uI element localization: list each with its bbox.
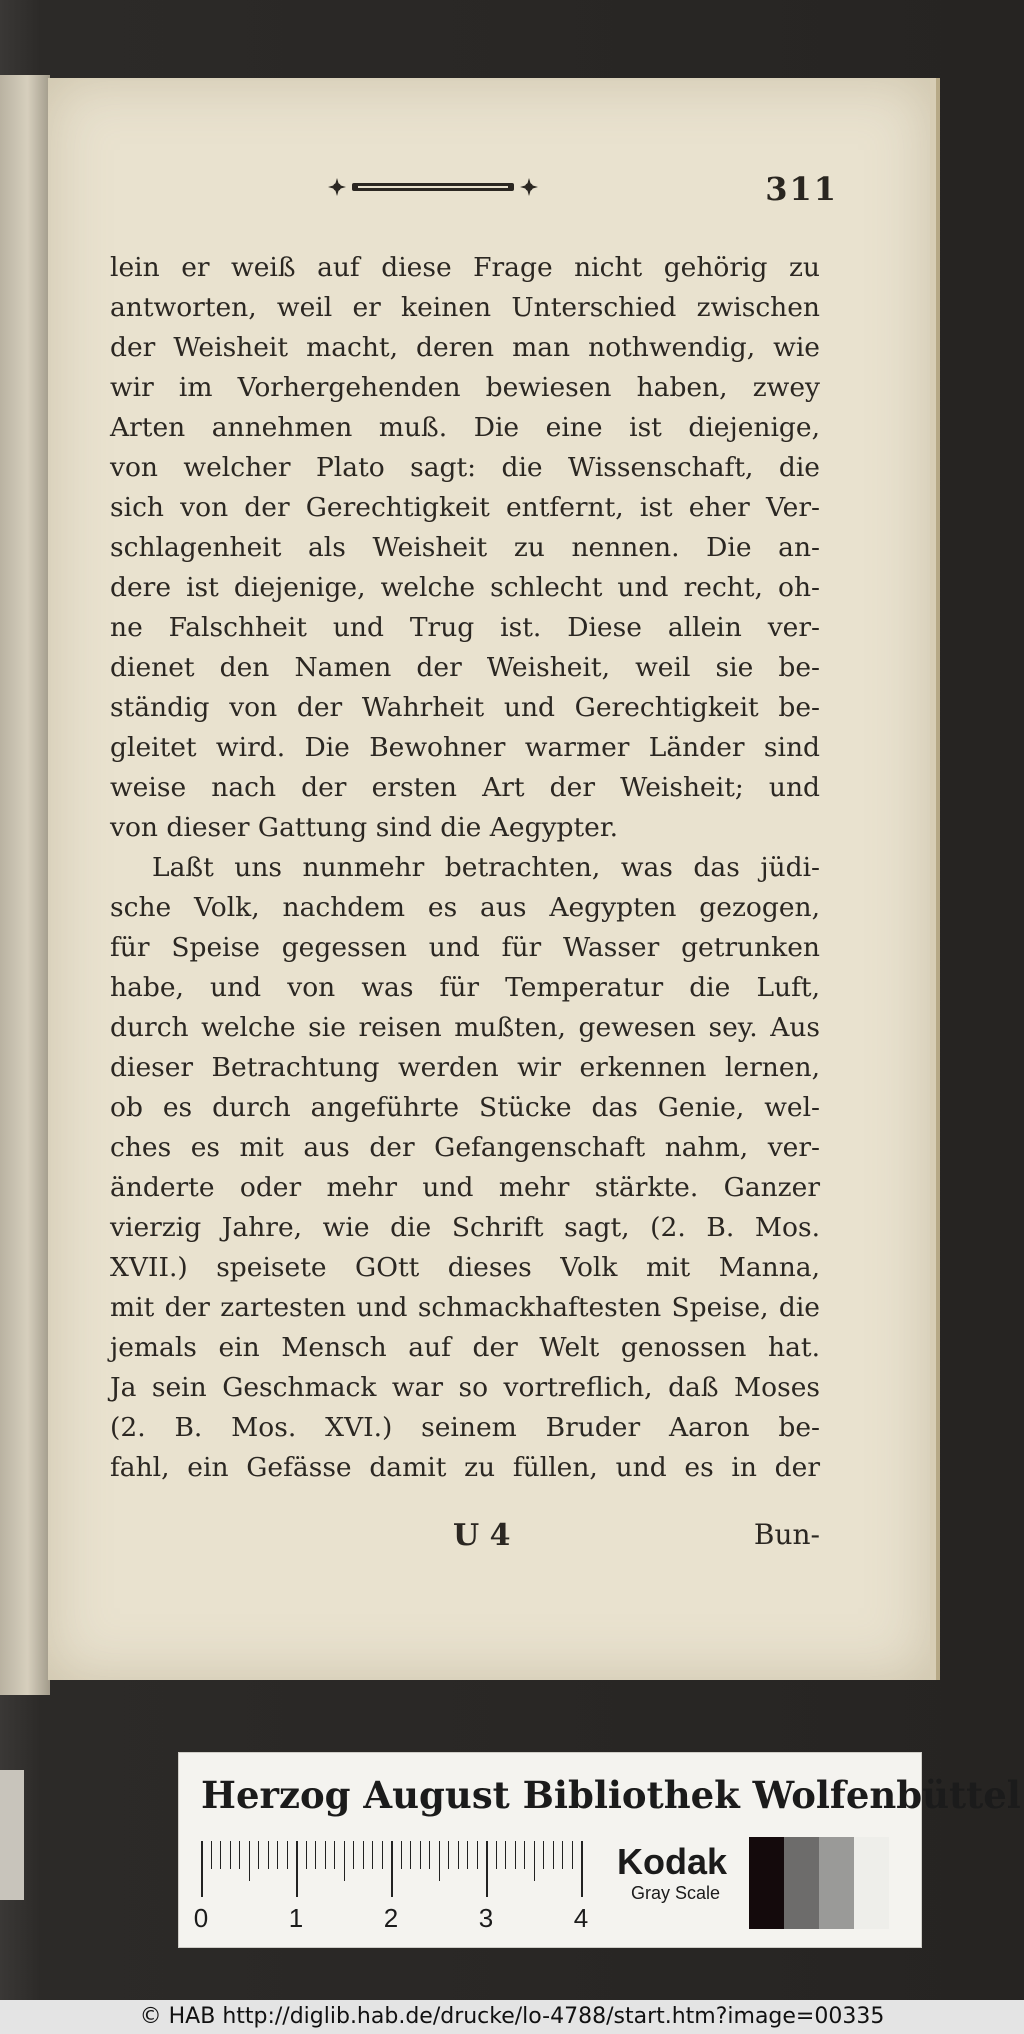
ruler-number: 1	[288, 1903, 304, 1933]
ruler-tick	[534, 1841, 535, 1881]
ruler-tick	[401, 1841, 402, 1869]
text-line: Arten annehmen muß. Die eine ist diejenige,	[110, 412, 820, 443]
ruler-tick	[486, 1841, 488, 1897]
ruler-tick	[249, 1841, 250, 1881]
text-line: jemals ein Mensch auf der Welt genossen hat.	[110, 1332, 820, 1363]
text-line: Laßt uns nunmehr betrachten, was das jüdi-	[152, 852, 820, 883]
ruler-number: 3	[478, 1903, 494, 1933]
ruler-tick	[448, 1841, 449, 1869]
ruler-tick	[230, 1841, 231, 1869]
library-name: Herzog August Bibliothek Wolfenbüttel	[201, 1773, 1021, 1817]
ruler-tick	[220, 1841, 221, 1869]
ruler-tick	[505, 1841, 506, 1869]
ruler-tick	[315, 1841, 316, 1869]
ruler-tick	[467, 1841, 468, 1869]
header-ornament	[328, 178, 538, 196]
ruler-tick	[581, 1841, 583, 1897]
signature-mark: U 4	[453, 1518, 511, 1553]
text-line: lein er weiß auf diese Frage nicht gehörig zu	[110, 252, 820, 283]
ruler-tick	[239, 1841, 240, 1869]
ruler-tick	[410, 1841, 411, 1869]
ruler-tick	[325, 1841, 326, 1869]
text-line: durch welche sie reisen mußten, gewesen sey. Aus	[110, 1012, 820, 1043]
gray-patch	[854, 1837, 889, 1929]
text-line: dienet den Namen der Weisheit, weil sie be-	[110, 652, 820, 683]
body-text	[110, 248, 820, 1488]
color-reference-card	[178, 1752, 1021, 1948]
kodak-logo: Kodak	[617, 1841, 728, 1882]
text-line: weise nach der ersten Art der Weisheit; und	[110, 772, 820, 803]
ruler-tick	[296, 1841, 298, 1897]
facing-page-edge-lower	[0, 1770, 24, 1900]
text-line: ob es durch angeführte Stücke das Genie, wel-	[110, 1092, 820, 1123]
ruler-number: 0	[193, 1903, 209, 1933]
scale-ruler	[193, 1841, 601, 1941]
ruler-number: 2	[383, 1903, 399, 1933]
ruler-tick	[201, 1841, 203, 1897]
text-line: von welcher Plato sagt: die Wissenschaft, die	[110, 452, 820, 483]
text-line: dere ist diejenige, welche schlecht und recht, oh-	[110, 572, 820, 603]
ruler-tick	[429, 1841, 430, 1869]
ruler-tick	[372, 1841, 373, 1869]
ruler-tick	[477, 1841, 478, 1869]
ruler-tick	[420, 1841, 421, 1869]
ruler-tick	[363, 1841, 364, 1869]
gray-patch	[749, 1837, 784, 1929]
text-line: änderte oder mehr und mehr stärkte. Ganzer	[110, 1172, 820, 1203]
text-line: mit der zartesten und schmackhaftesten Speise, die	[110, 1292, 820, 1323]
text-line: für Speise gegessen und für Wasser getrunken	[110, 932, 820, 963]
text-line: schlagenheit als Weisheit zu nennen. Die an-	[110, 532, 820, 563]
text-line: dieser Betrachtung werden wir erkennen lernen,	[110, 1052, 820, 1083]
text-line: vierzig Jahre, wie die Schrift sagt, (2. B. Mos.	[110, 1212, 820, 1243]
gray-scale-patches	[749, 1837, 889, 1929]
text-line: fahl, ein Gefässe damit zu füllen, und es in der	[110, 1452, 820, 1483]
text-line: wir im Vorhergehenden bewiesen haben, zwey	[110, 372, 820, 403]
text-line: sich von der Gerechtigkeit entfernt, ist eher Ver-	[110, 492, 820, 523]
book-page	[48, 78, 930, 1680]
text-line: ständig von der Wahrheit und Gerechtigkeit be-	[110, 692, 820, 723]
ruler-tick	[268, 1841, 269, 1869]
kodak-subtitle: Gray Scale	[631, 1883, 721, 1903]
ruler-tick	[553, 1841, 554, 1869]
text-line: ches es mit aus der Gefangenschaft nahm, ver-	[110, 1132, 820, 1163]
ruler-tick	[458, 1841, 459, 1869]
page-number: 311	[765, 170, 838, 208]
ruler-tick	[344, 1841, 345, 1881]
ruler-tick	[211, 1841, 212, 1869]
ruler-tick	[543, 1841, 544, 1869]
ruler-tick	[287, 1841, 288, 1869]
ruler-number: 4	[573, 1903, 589, 1933]
text-line: sche Volk, nachdem es aus Aegypten gezogen,	[110, 892, 820, 923]
catchword: Bun-	[753, 1518, 820, 1551]
ruler-tick	[562, 1841, 563, 1869]
facing-page-edge	[0, 75, 50, 1695]
text-line: der Weisheit macht, deren man nothwendig, wie	[110, 332, 820, 363]
text-line: Ja sein Geschmack war so vortreflich, daß Moses	[110, 1372, 820, 1403]
gray-patch	[784, 1837, 819, 1929]
text-line: XVII.) speisete GOtt dieses Volk mit Manna,	[110, 1252, 820, 1283]
text-line: habe, und von was für Temperatur die Luft,	[110, 972, 820, 1003]
ruler-tick	[439, 1841, 440, 1881]
ruler-tick	[391, 1841, 393, 1897]
text-line: antworten, weil er keinen Unterschied zwischen	[110, 292, 820, 323]
ruler-tick	[572, 1841, 573, 1869]
ruler-tick	[334, 1841, 335, 1869]
text-line: von dieser Gattung sind die Aegypter.	[110, 812, 619, 843]
copyright-footer: © HAB http://diglib.hab.de/drucke/lo-4788/start.htm?image=00335	[0, 2000, 1024, 2034]
text-line: ne Falschheit und Trug ist. Diese allein ver-	[110, 612, 820, 643]
ruler-tick	[496, 1841, 497, 1869]
text-line: gleitet wird. Die Bewohner warmer Länder sind	[110, 732, 820, 763]
ruler-tick	[524, 1841, 525, 1869]
ruler-tick	[258, 1841, 259, 1869]
ruler-tick	[277, 1841, 278, 1869]
ruler-tick	[353, 1841, 354, 1869]
ruler-tick	[515, 1841, 516, 1869]
gray-patch	[819, 1837, 854, 1929]
text-line: (2. B. Mos. XVI.) seinem Bruder Aaron be-	[110, 1412, 820, 1443]
ruler-tick	[382, 1841, 383, 1869]
ruler-tick	[306, 1841, 307, 1869]
